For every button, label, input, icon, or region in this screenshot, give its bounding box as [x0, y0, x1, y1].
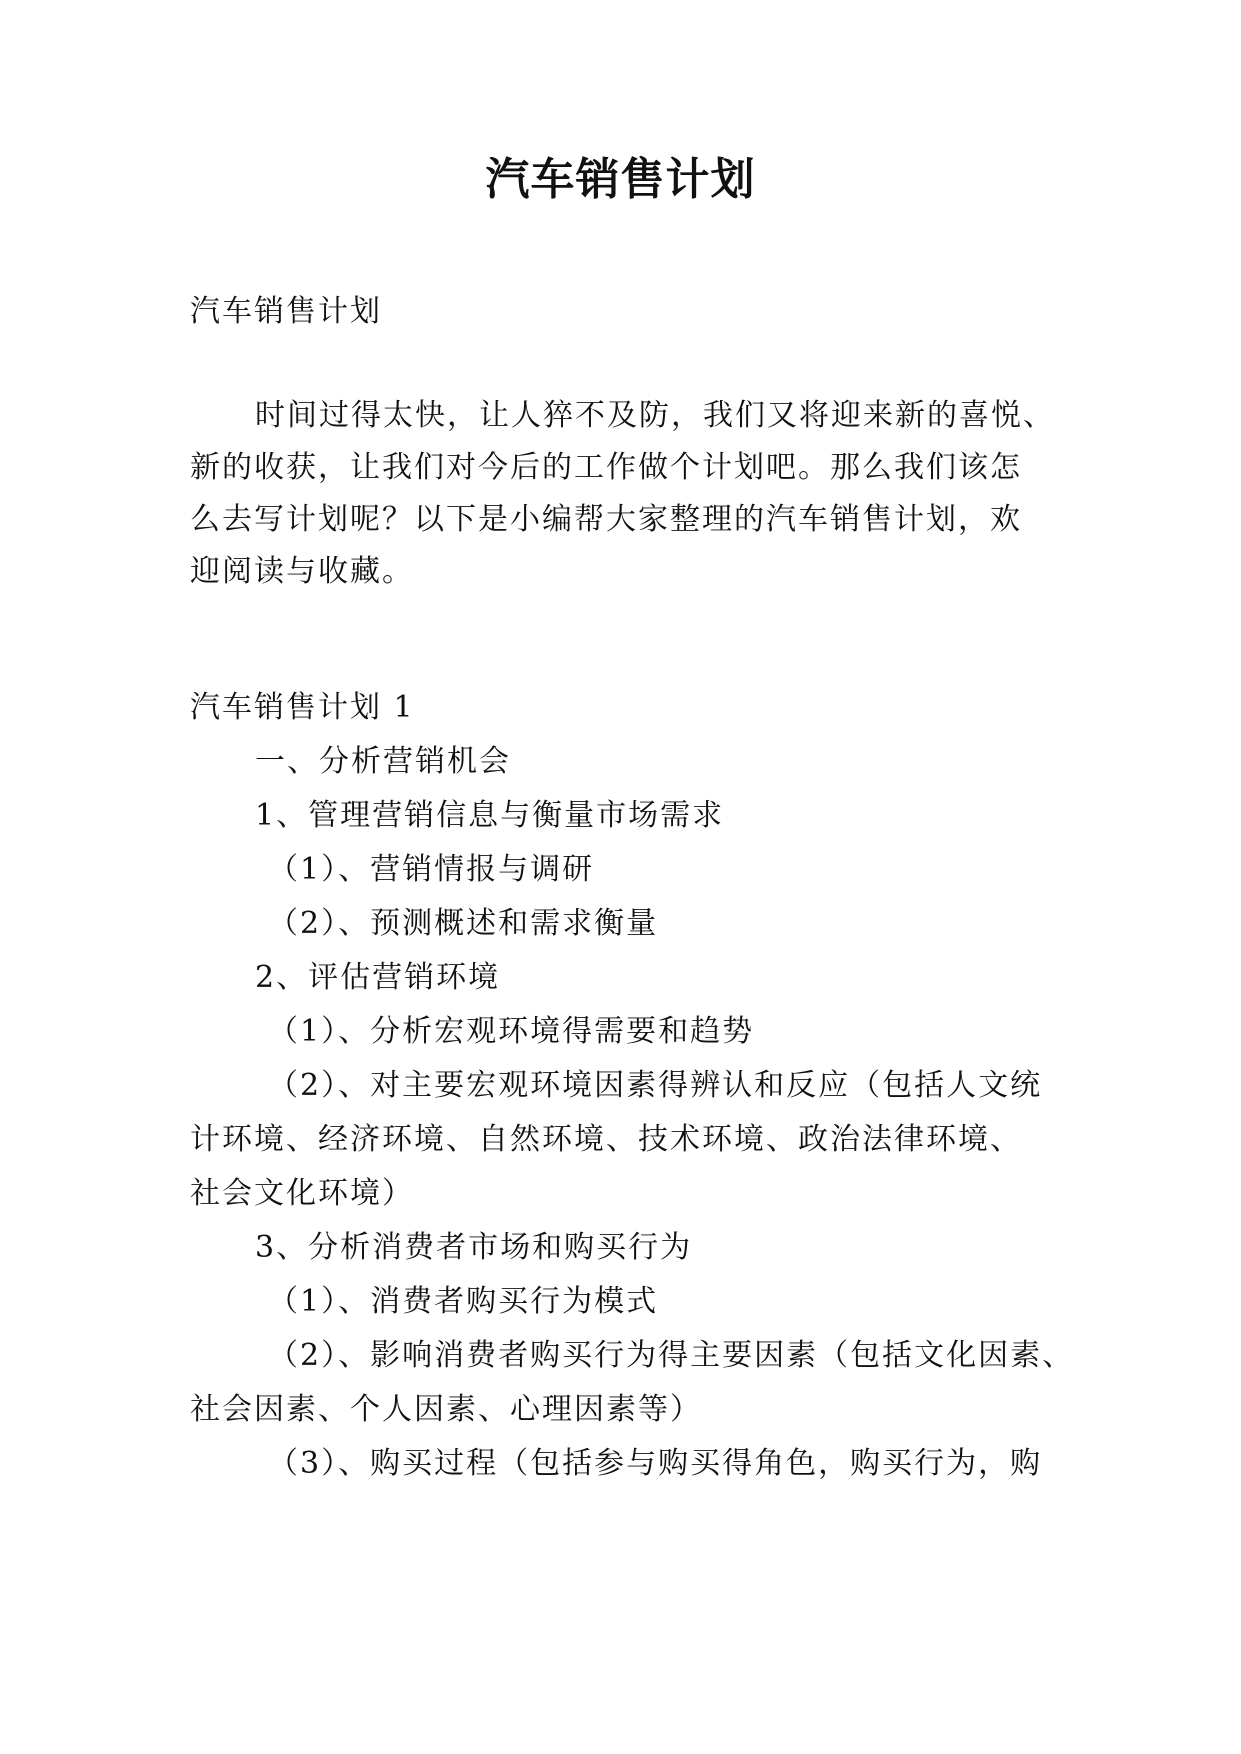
section-heading: 汽车销售计划 [190, 294, 382, 329]
outline-item: （3）、购买过程（包括参与购买得角色，购买行为，购 [268, 1446, 1043, 1481]
outline-item: （2）、影响消费者购买行为得主要因素（包括文化因素、 [268, 1338, 1075, 1373]
document-title: 汽车销售计划 [485, 154, 756, 205]
outline-item: 2、评估营销环境 [255, 960, 501, 995]
outline-item-continuation: 计环境、经济环境、自然环境、技术环境、政治法律环境、 [190, 1122, 1022, 1157]
outline-item: 一、分析营销机会 [255, 744, 511, 779]
outline-item: 3、分析消费者市场和购买行为 [255, 1230, 693, 1265]
paragraph-line: 迎阅读与收藏。 [190, 554, 414, 589]
outline-item: （1）、分析宏观环境得需要和趋势 [268, 1014, 755, 1049]
outline-item: （2）、对主要宏观环境因素得辨认和反应（包括人文统 [268, 1068, 1043, 1103]
paragraph-line: 新的收获，让我们对今后的工作做个计划吧。那么我们该怎 [190, 450, 1022, 485]
outline-item: 1、管理营销信息与衡量市场需求 [255, 798, 725, 833]
outline-item-continuation: 社会因素、个人因素、心理因素等） [190, 1392, 702, 1427]
outline-item: （1）、消费者购买行为模式 [268, 1284, 659, 1319]
paragraph-line: 时间过得太快，让人猝不及防，我们又将迎来新的喜悦、 [255, 398, 1055, 433]
outline-item-continuation: 社会文化环境） [190, 1176, 414, 1211]
section-heading: 汽车销售计划 1 [190, 690, 415, 725]
outline-item: （1）、营销情报与调研 [268, 852, 595, 887]
outline-item: （2）、预测概述和需求衡量 [268, 906, 659, 941]
paragraph-line: 么去写计划呢？以下是小编帮大家整理的汽车销售计划，欢 [190, 502, 1022, 537]
